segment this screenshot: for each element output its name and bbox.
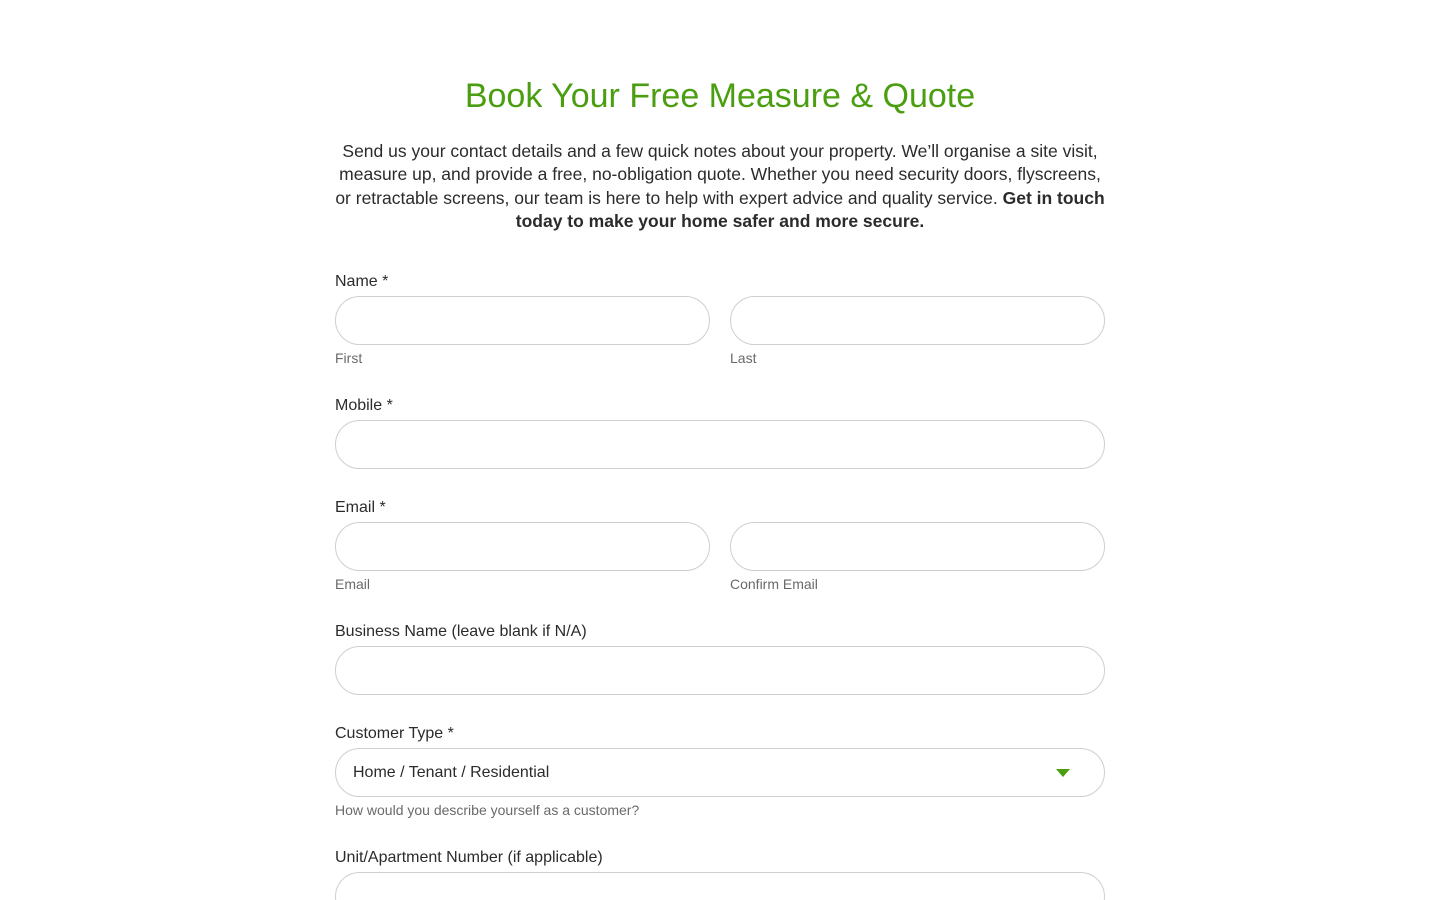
intro-text: Send us your contact details and a few quick notes about your property. We’ll organise a site visit, measure up, and provide a free, no-obligation quote. Whether you need security doors, flyscreens, or retractable screens, our team is here to help with expert advice and quality service.: [335, 141, 1101, 208]
unit-number-input[interactable]: [335, 872, 1105, 900]
customer-type-help: How would you describe yourself as a customer?: [335, 802, 640, 818]
mobile-label: Mobile *: [335, 397, 393, 414]
chevron-down-icon: [1056, 769, 1070, 777]
confirm-email-input[interactable]: [730, 522, 1105, 571]
mobile-input[interactable]: [335, 420, 1105, 469]
page-title: Book Your Free Measure & Quote: [464, 77, 976, 115]
business-name-label: Business Name (leave blank if N/A): [335, 623, 587, 640]
unit-number-label: Unit/Apartment Number (if applicable): [335, 849, 603, 866]
name-label: Name *: [335, 273, 389, 290]
intro-bold-text: Get in touch today to make your home safer and more secure.: [515, 187, 1105, 231]
customer-type-selected-value: Home / Tenant / Residential: [353, 764, 550, 781]
first-name-sublabel: First: [335, 350, 363, 366]
customer-type-select[interactable]: [335, 748, 1105, 797]
customer-type-label: Customer Type *: [335, 725, 454, 742]
first-name-input[interactable]: [335, 296, 710, 345]
last-name-input[interactable]: [730, 296, 1105, 345]
confirm-email-sublabel: Confirm Email: [730, 576, 818, 592]
business-name-input[interactable]: [335, 646, 1105, 695]
email-input[interactable]: [335, 522, 710, 571]
email-label: Email *: [335, 499, 386, 516]
intro-paragraph: [330, 140, 1110, 233]
last-name-sublabel: Last: [730, 350, 757, 366]
email-sublabel: Email: [335, 576, 371, 592]
